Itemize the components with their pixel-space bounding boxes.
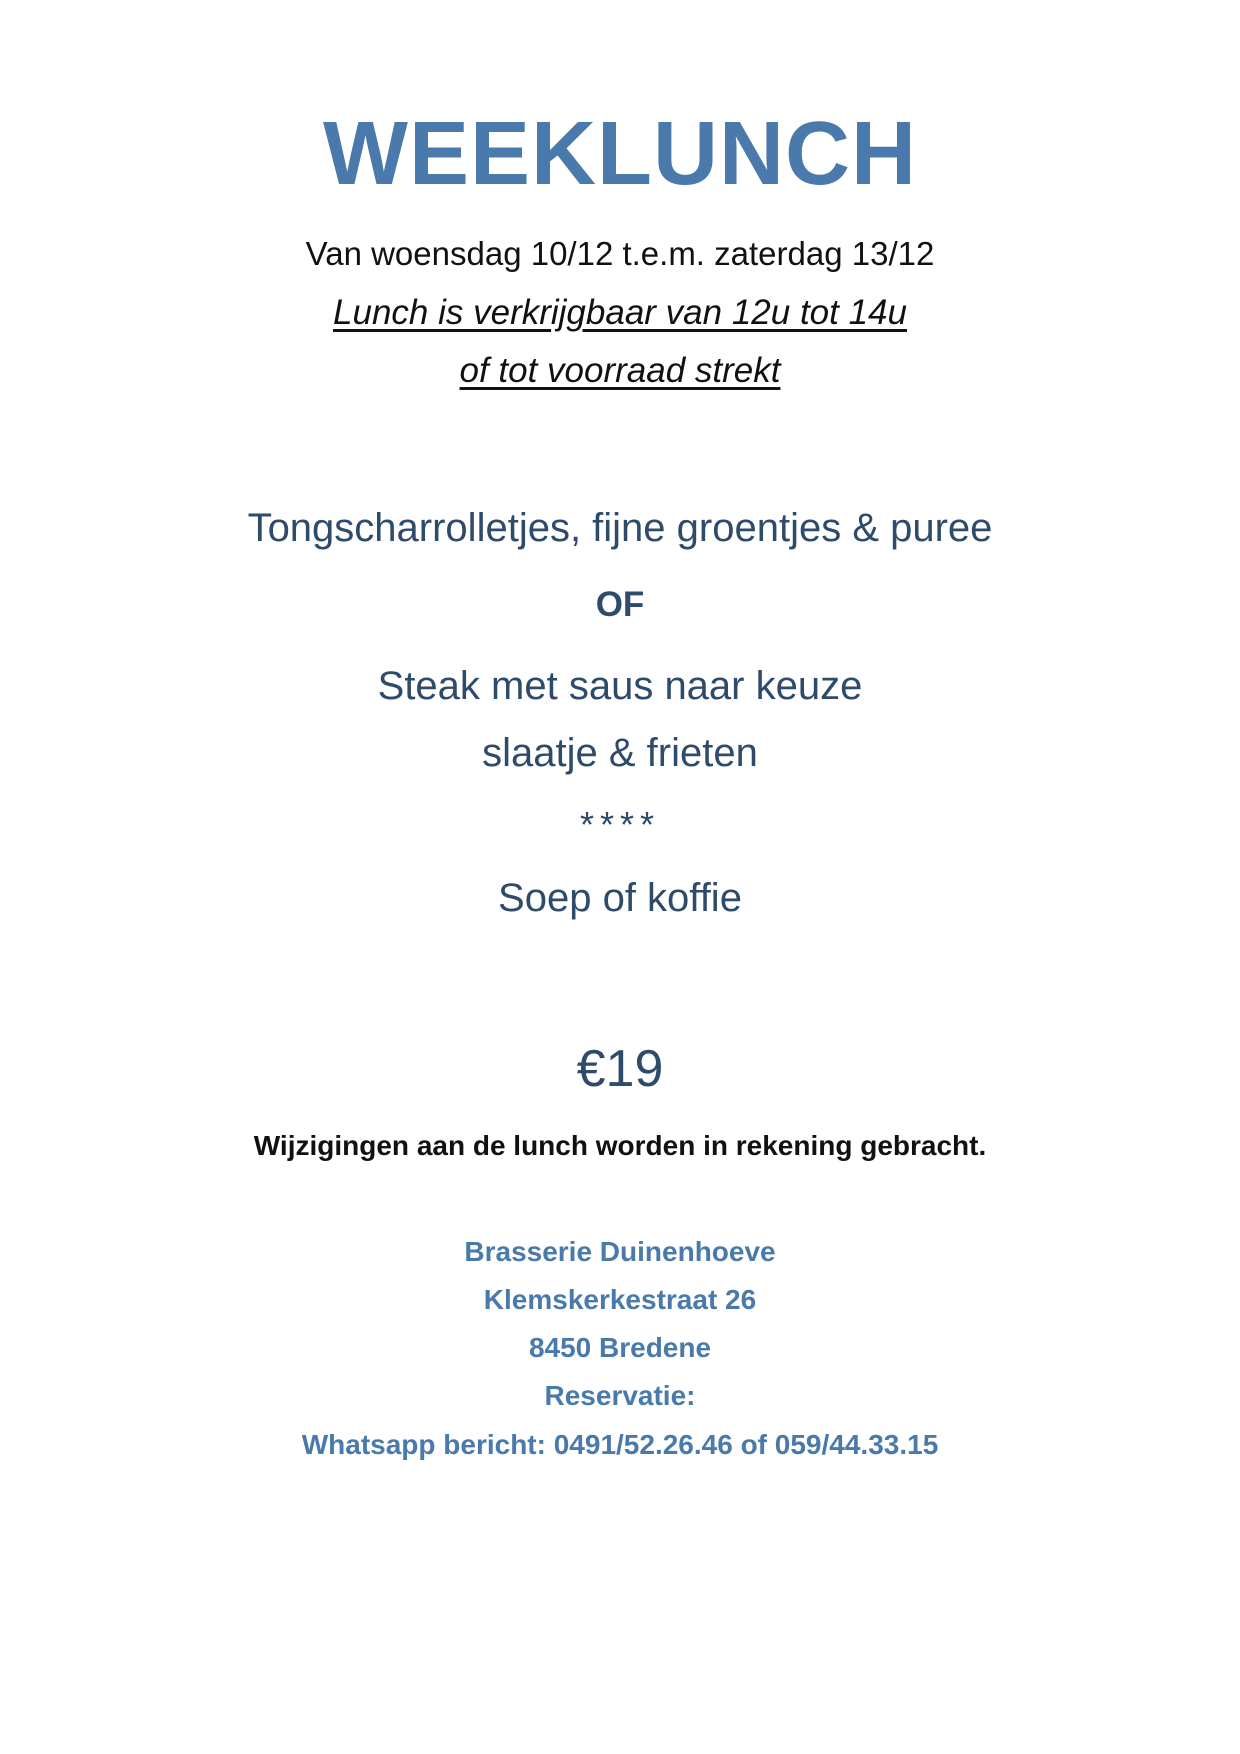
contact-name: Brasserie Duinenhoeve <box>464 1236 776 1267</box>
menu-option-2-line-1: Steak met saus naar keuze <box>377 664 863 708</box>
availability-line-2: of tot voorraad strekt <box>459 351 781 390</box>
date-range: Van woensdag 10/12 t.e.m. zaterdag 13/12 <box>305 235 935 272</box>
page-title: WEEKLUNCH <box>323 104 917 204</box>
menu-separator: **** <box>579 804 661 845</box>
menu-option-2-line-2: slaatje & frieten <box>482 731 758 775</box>
contact-city: 8450 Bredene <box>528 1332 712 1363</box>
price: €19 <box>576 1040 664 1098</box>
menu-or-divider: OF <box>595 585 645 624</box>
modification-note: Wijzigingen aan de lunch worden in rekening gebracht. <box>253 1130 987 1161</box>
reservation-phone: Whatsapp bericht: 0491/52.26.46 of 059/44.33.15 <box>301 1429 939 1460</box>
menu-option-1: Tongscharrolletjes, fijne groentjes & puree <box>247 506 993 550</box>
menu-extra: Soep of koffie <box>498 876 742 920</box>
reservation-label: Reservatie: <box>544 1380 696 1411</box>
contact-street: Klemskerkestraat 26 <box>483 1284 757 1315</box>
availability-line-1: Lunch is verkrijgbaar van 12u tot 14u <box>333 293 907 332</box>
